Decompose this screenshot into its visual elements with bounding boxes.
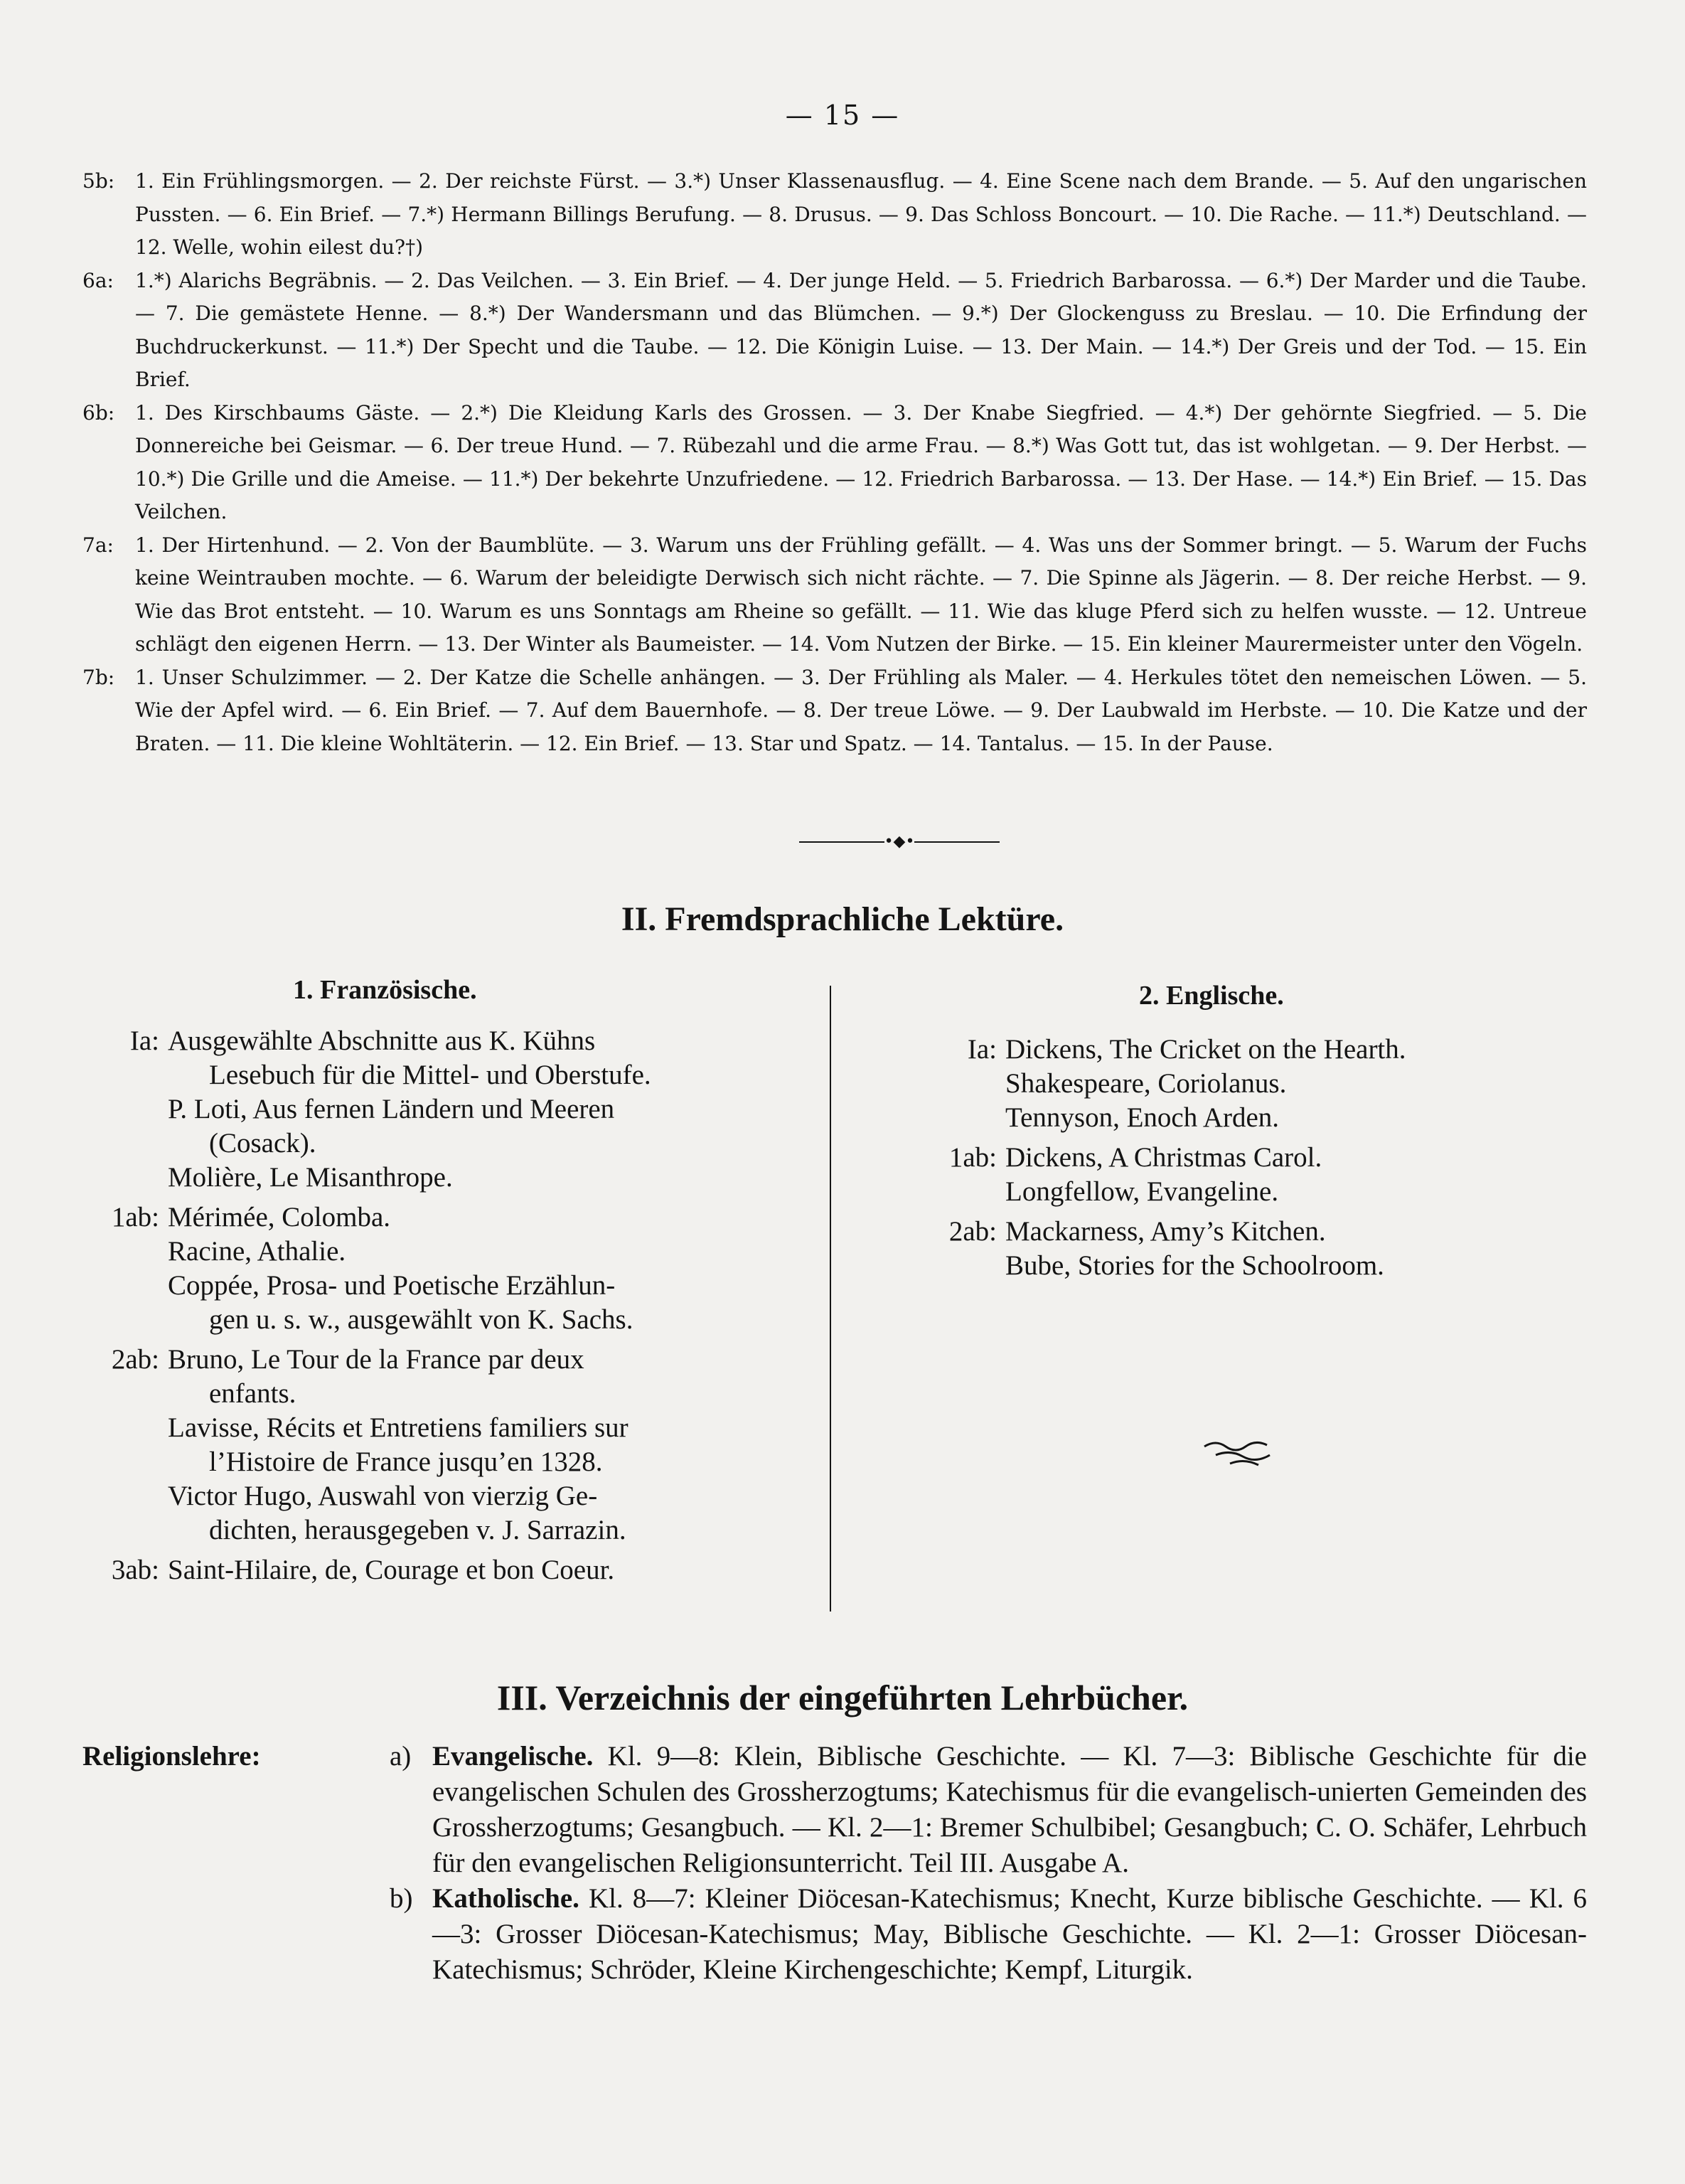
- grade-block: [82, 397, 1587, 529]
- work-line: Bruno, Le Tour de la France par deux: [168, 1344, 584, 1375]
- work-entry: [168, 1343, 801, 1411]
- work-entry: [168, 1024, 801, 1092]
- work-list: [1005, 1033, 1593, 1135]
- work-line: gen u. s. w., ausgewählt von K. Sachs.: [209, 1304, 633, 1335]
- work-line: Coppée, Prosa- und Poetische Erzählun-: [168, 1270, 616, 1301]
- reading-list: [82, 165, 1587, 760]
- work-entry: [168, 1479, 801, 1548]
- column-divider: [830, 986, 831, 1612]
- grade-block: [82, 265, 1587, 397]
- section-title-foreign-reading: II. Fremdsprachliche Lektüre.: [621, 900, 1064, 938]
- section-title-textbooks: III. Verzeichnis der eingeführten Lehrbücher.: [496, 1678, 1189, 1717]
- entry-letter: a): [390, 1741, 412, 1772]
- grade-label: Ia:: [129, 1026, 159, 1056]
- work-entry: [1005, 1249, 1593, 1283]
- grade-text: 1. Der Hirtenhund. — 2. Von der Baumblüte. — 3. Warum uns der Frühling gefällt. — 4. Was uns der Sommer bringt. — 5. Warum der Fuchs keine Weintrauben mochte. — 6. Warum der beleidigte Derwisch sich nicht rächte. — 7. Die Spinne als Jägerin. — 8. Der reiche Herbst. — 9. Wie das Brot entsteht. — 10. Warum es uns Sonntags am Rheine so gefällt. — 11. Wie das kluge Pferd sich zu helfen wusste. — 12. Untreue schlägt den eigenen Herrn. — 13. Der Winter als Baumeister. — 14. Vom Nutzen der Birke. — 15. Ein kleiner Maurermeister unter den Vögeln.: [135, 533, 1587, 656]
- grade-block: [82, 165, 1587, 265]
- french-reading-list: [82, 1024, 801, 1593]
- work-line: Saint-Hilaire, de, Courage et bon Coeur.: [168, 1555, 615, 1585]
- work-line: Dickens, The Cricket on the Hearth.: [1005, 1034, 1406, 1065]
- textbook-list: [82, 1739, 1587, 1988]
- work-entry: [1005, 1141, 1593, 1175]
- work-line: Ausgewählte Abschnitte aus K. Kühns: [168, 1026, 596, 1056]
- work-entry: [1005, 1215, 1593, 1249]
- work-entry: [168, 1161, 801, 1195]
- entry-body: [432, 1881, 1587, 1988]
- subject-label: Religionslehre:: [82, 1741, 261, 1772]
- grade-label: 6b:: [82, 400, 115, 425]
- textbook-entry: [82, 1881, 1587, 1988]
- work-entry: [168, 1200, 801, 1235]
- work-entry: [1005, 1067, 1593, 1101]
- work-entry: [168, 1553, 801, 1587]
- denomination: Evangelische.: [432, 1741, 594, 1772]
- work-line: l’Histoire de France jusqu’en 1328.: [209, 1447, 603, 1477]
- work-line: Dickens, A Christmas Carol.: [1005, 1142, 1322, 1173]
- english-reading-list: [903, 1033, 1593, 1289]
- denomination: Katholische.: [432, 1883, 579, 1914]
- grade-block: [82, 661, 1587, 761]
- work-line: Lesebuch für die Mittel- und Oberstufe.: [209, 1060, 651, 1090]
- work-list: [1005, 1141, 1593, 1209]
- work-entry: [1005, 1175, 1593, 1209]
- work-line: P. Loti, Aus fernen Ländern und Meeren: [168, 1094, 615, 1124]
- grade-label: Ia:: [967, 1034, 997, 1065]
- grade-label: 1ab:: [111, 1202, 159, 1232]
- french-heading: 1. Französische.: [293, 975, 477, 1005]
- work-list: [1005, 1215, 1593, 1283]
- grade-label: 7b:: [82, 665, 115, 689]
- reading-group: [903, 1215, 1593, 1283]
- reading-group: [903, 1141, 1593, 1209]
- flourish-ornament-icon: [1202, 1437, 1280, 1472]
- work-line: enfants.: [209, 1378, 296, 1409]
- work-entry: [1005, 1101, 1593, 1135]
- reading-group: [82, 1553, 801, 1587]
- work-line: dichten, herausgegeben v. J. Sarrazin.: [209, 1515, 626, 1545]
- entry-body: [432, 1739, 1587, 1881]
- work-line: (Cosack).: [209, 1128, 316, 1158]
- grade-label: 1ab:: [948, 1142, 997, 1173]
- grade-label: 5b:: [82, 169, 115, 193]
- entry-letter: b): [390, 1883, 413, 1914]
- work-entry: [1005, 1033, 1593, 1067]
- work-entry: [168, 1411, 801, 1479]
- work-line: Molière, Le Misanthrope.: [168, 1162, 453, 1193]
- work-line: Tennyson, Enoch Arden.: [1005, 1102, 1280, 1133]
- work-entry: [168, 1092, 801, 1161]
- english-heading: 2. Englische.: [1139, 981, 1284, 1011]
- grade-label: 2ab:: [111, 1344, 159, 1375]
- work-list: [168, 1553, 801, 1587]
- grade-label: 6a:: [82, 268, 114, 292]
- work-line: Shakespeare, Coriolanus.: [1005, 1068, 1287, 1099]
- work-line: Lavisse, Récits et Entretiens familiers sur: [168, 1412, 628, 1443]
- reading-group: [82, 1343, 801, 1548]
- work-line: Bube, Stories for the Schoolroom.: [1005, 1250, 1384, 1281]
- grade-text: 1. Ein Frühlingsmorgen. — 2. Der reichste Fürst. — 3.*) Unser Klassenausflug. — 4. Eine Scene nach dem Brande. — 5. Auf den ungarischen Pussten. — 6. Ein Brief. — 7.*) Hermann Billings Berufung. — 8. Drusus. — 9. Das Schloss Boncourt. — 10. Die Rache. — 11.*) Deutschland. — 12. Welle, wohin eilest du?†): [135, 169, 1587, 259]
- work-line: Longfellow, Evangeline.: [1005, 1176, 1279, 1207]
- entry-text: Kl. 8—7: Kleiner Diöcesan-Katechismus; Knecht, Kurze biblische Geschichte. — Kl. 6—3: Grosser Diöcesan-Katechismus; May, Biblische Geschichte. — Kl. 2—1: Grosser Diöcesan-Katechismus; Schröder, Kleine Kirchengeschichte; Kempf, Liturgik.: [432, 1883, 1587, 1985]
- divider-ornament-icon: •◆•: [782, 834, 1017, 850]
- reading-group: [82, 1024, 801, 1195]
- grade-block: [82, 529, 1587, 661]
- work-list: [168, 1343, 801, 1548]
- page-number: — 15 —: [785, 100, 900, 131]
- work-list: [168, 1200, 801, 1337]
- reading-group: [903, 1033, 1593, 1135]
- work-line: Racine, Athalie.: [168, 1236, 346, 1267]
- work-line: Mackarness, Amy’s Kitchen.: [1005, 1216, 1326, 1247]
- grade-text: 1. Unser Schulzimmer. — 2. Der Katze die Schelle anhängen. — 3. Der Frühling als Maler. — 4. Herkules tötet den nemeischen Löwen. — 5. Wie der Apfel wird. — 6. Ein Brief. — 7. Auf dem Bauernhofe. — 8. Der treue Löwe. — 9. Der Laubwald im Herbste. — 10. Die Katze und der Braten. — 11. Die kleine Wohltäterin. — 12. Ein Brief. — 13. Star und Spatz. — 14. Tantalus. — 15. In der Pause.: [135, 665, 1587, 755]
- work-entry: [168, 1235, 801, 1269]
- grade-label: 7a:: [82, 533, 114, 557]
- work-entry: [168, 1269, 801, 1337]
- entry-text: Kl. 9—8: Klein, Biblische Geschichte. — Kl. 7—3: Biblische Geschichte für die evangelischen Schulen des Grossherzogtums; Katechismus für die evangelisch-unierten Gemeinden des Grossherzogtums; Gesangbuch. — Kl. 2—1: Bremer Schulbibel; Gesangbuch; C. O. Schäfer, Lehrbuch für den evangelischen Religionsunterricht. Teil III. Ausgabe A.: [432, 1741, 1587, 1878]
- reading-group: [82, 1200, 801, 1337]
- work-line: Victor Hugo, Auswahl von vierzig Ge-: [168, 1481, 598, 1511]
- grade-label: 2ab:: [948, 1216, 997, 1247]
- work-line: Mérimée, Colomba.: [168, 1202, 391, 1232]
- work-list: [168, 1024, 801, 1195]
- grade-text: 1.*) Alarichs Begräbnis. — 2. Das Veilchen. — 3. Ein Brief. — 4. Der junge Held. — 5. Friedrich Barbarossa. — 6.*) Der Marder und die Taube. — 7. Die gemästete Henne. — 8.*) Der Wandersmann und das Blümchen. — 9.*) Der Glockenguss zu Breslau. — 10. Die Erfindung der Buchdruckerkunst. — 11.*) Der Specht und die Taube. — 12. Die Königin Luise. — 13. Der Main. — 14.*) Der Greis und der Tod. — 15. Ein Brief.: [135, 268, 1587, 391]
- textbook-entry: [82, 1739, 1587, 1881]
- grade-text: 1. Des Kirschbaums Gäste. — 2.*) Die Kleidung Karls des Grossen. — 3. Der Knabe Siegfried. — 4.*) Der gehörnte Siegfried. — 5. Die Donnereiche bei Geismar. — 6. Der treue Hund. — 7. Rübezahl und die arme Frau. — 8.*) Was Gott tut, das ist wohlgetan. — 9. Der Herbst. — 10.*) Die Grille und die Ameise. — 11.*) Der bekehrte Unzufriedene. — 12. Friedrich Barbarossa. — 13. Der Hase. — 14.*) Ein Brief. — 15. Das Veilchen.: [135, 400, 1587, 523]
- grade-label: 3ab:: [111, 1555, 159, 1585]
